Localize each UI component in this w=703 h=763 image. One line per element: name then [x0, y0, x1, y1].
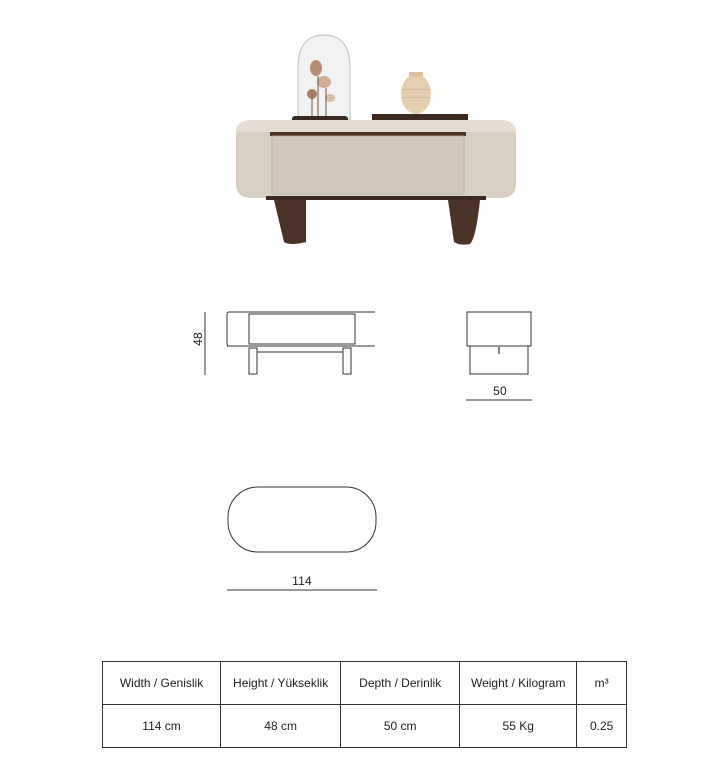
header-width: Width / Genislik: [103, 662, 221, 705]
width-dimension-label: 114: [292, 574, 312, 588]
value-volume: 0.25: [577, 705, 627, 748]
header-volume: m³: [577, 662, 627, 705]
vase-decor: [401, 72, 431, 114]
front-view-drawing: [185, 300, 375, 385]
console-body: [236, 120, 516, 200]
header-height: Height / Yükseklik: [221, 662, 341, 705]
value-width: 114 cm: [103, 705, 221, 748]
value-height: 48 cm: [221, 705, 341, 748]
header-depth: Depth / Derinlik: [341, 662, 460, 705]
spec-value-row: [103, 705, 627, 748]
glass-dome-decor: [292, 35, 350, 124]
value-depth: 50 cm: [341, 705, 460, 748]
console-legs: [274, 200, 480, 245]
product-photo: [226, 28, 526, 250]
height-dimension-label: 48: [191, 332, 205, 346]
spec-table: [102, 661, 627, 748]
spec-header-row: [103, 662, 627, 705]
depth-dimension-label: 50: [493, 384, 507, 398]
value-weight: 55 Kg: [460, 705, 577, 748]
header-weight: Weight / Kilogram: [460, 662, 577, 705]
